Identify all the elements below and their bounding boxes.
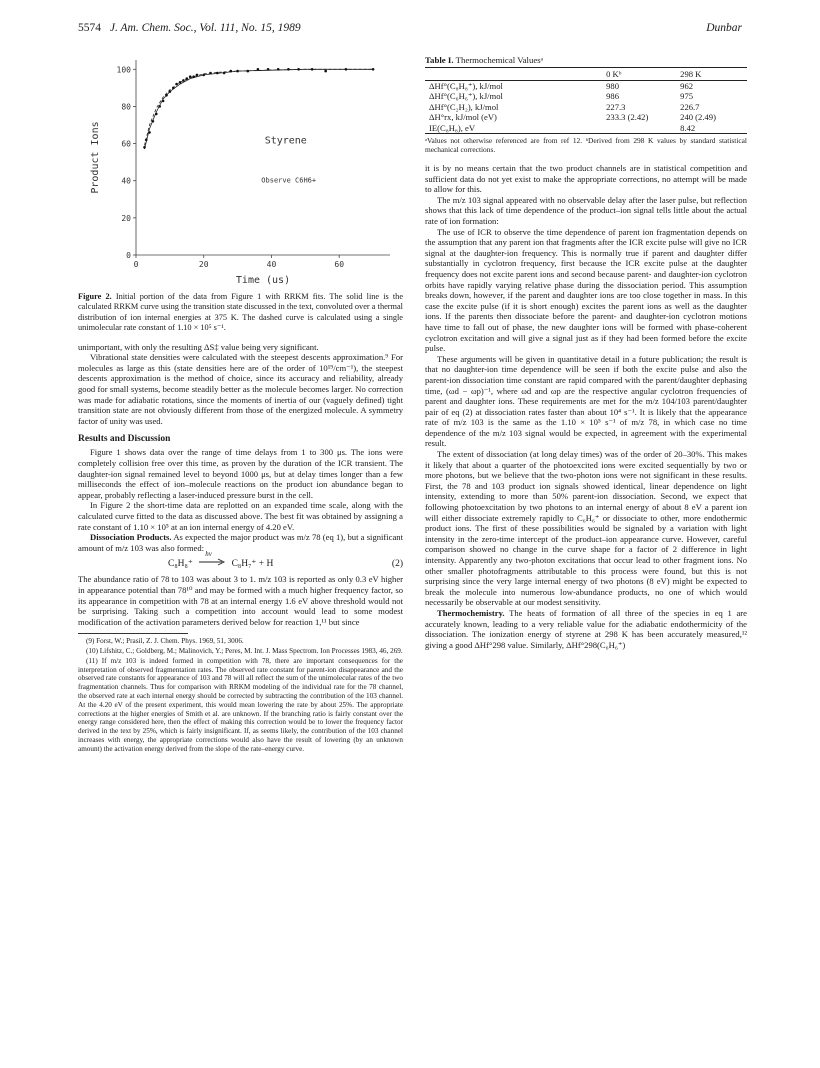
data-point: [324, 70, 327, 73]
table-header-cell: 298 K: [676, 68, 747, 81]
table-cell: 980: [606, 81, 619, 91]
figure-caption: [78, 292, 403, 334]
table-row: [425, 123, 747, 134]
table-cell: 226.7: [680, 101, 700, 112]
reaction-arrow: [198, 550, 226, 569]
data-point: [165, 94, 168, 97]
x-tick-label: 20: [198, 260, 209, 269]
data-point: [162, 100, 165, 103]
thermochemistry-text: The heats of formation of all three of the species in eq 1 are accurately known, leading to a very reliable value for the adiabatic endothermicity of the dissociation. The ionization energy of styrene at 298 K has been accurately measured,¹² giving a good ΔHf°298 value. Similarly, ΔHf°298(C₆H₆⁺): [425, 607, 747, 650]
left-column: [78, 50, 403, 755]
footnote: (9) Forst, W.; Prasil, Z. J. Chem. Phys. 1969, 51, 3006.: [86, 637, 244, 646]
data-point: [152, 120, 155, 123]
data-point: [216, 72, 219, 75]
journal-citation: J. Am. Chem. Soc., Vol. 111, No. 15, 1989: [109, 22, 301, 34]
data-point: [186, 77, 189, 80]
equation-reactant: C₈H₈⁺: [168, 559, 193, 570]
data-point: [287, 68, 290, 71]
y-tick-label: 40: [121, 176, 131, 186]
data-point: [169, 90, 172, 93]
figure-2-chart: [78, 50, 403, 290]
table-cell: ΔHf°(C₂H₂), kJ/mol: [429, 101, 499, 112]
para-unimportant: unimportant, with only the resulting ΔS‡ value being very significant.: [78, 341, 319, 352]
table-cell: 8.42: [676, 123, 747, 134]
data-point: [175, 83, 178, 86]
thermochemistry-heading: Thermochemistry.: [437, 607, 505, 618]
dissociation-heading: Dissociation Products.: [90, 532, 172, 543]
data-point: [158, 105, 161, 108]
data-point: [277, 68, 280, 71]
table-title-text: Thermochemical Valuesᵃ: [455, 55, 544, 65]
para-arguments: These arguments will be given in quantitative detail in a future publication; the result is that no daughter-ion time dependence will be seen if both the excite pulse and also the parent-ion dissociation time constant are rapid compared with the parent/daughter dephasing time, (ωd − ωp)⁻¹, where ωd and ωp are the respective angular cyclotron frequencies of parent and daughter ions. These requirements are met for the m/z 104/103 parent/daughter pair of eq (2) at dissociation rates faster than about 10⁴ s⁻¹. It is likely that the appearance rate of m/z 103 is the same as the 1.10 × 10⁵ s⁻¹ of m/z 78, in which case no time dependence of the m/z 103 signal would be expected, in agreement with the experimental result.: [425, 353, 747, 449]
para-dissociation: [78, 532, 403, 553]
equation-hnu: hν: [205, 550, 212, 559]
para-vibrational: Vibrational state densities were calculated with the steepest descents approximation.⁹ For molecules as large as this (state densities here are of the order of 10¹⁹/cm⁻¹), the steepest descents approximation is the method of choice, since its accuracy and reliability, already good for small systems, become steadily better as the molecule becomes larger. No correction was made for adiabatic rotations, since the moments of inertia of our (vaguely defined) tight transition state are not obviously different from those of the energized molecule. A symmetry factor of unity was used.: [78, 352, 403, 426]
table-cell: ΔH°rx, kJ/mol (eV): [429, 112, 497, 123]
equation-2: [78, 550, 403, 570]
para-figure-1: Figure 1 shows data over the range of time delays from 1 to 300 μs. The ions were completely collision free over this time, as proven by the duration of the ICR transient. The daughter-ion signal remained level to beyond 1000 μs, but at delay times longer than a few milliseconds the effect of ion–molecule reactions on the product ion abundance began to appear, probably reflecting a laser-induced pressure burst in the cell.: [78, 447, 403, 500]
data-point: [297, 68, 300, 71]
data-point: [223, 72, 226, 75]
data-point: [202, 74, 205, 77]
data-point: [172, 87, 175, 90]
figure-caption-text: Initial portion of the data from Figure 1 with RRKM fits. The solid line is the calculated RRKM curve using the transition state discussed in the text, convoluted over a thermal distribution of ion internal energies at 375 K. The dashed curve is calculated using a single unimolecular rate constant of 1.10 × 10⁵ s⁻¹.: [78, 292, 404, 333]
table-cell: 975: [680, 91, 694, 102]
table-cell: IE(C₈H₈), eV: [425, 123, 602, 134]
figure-2: [78, 50, 403, 290]
equation-body: [168, 550, 274, 570]
y-tick-label: 100: [116, 65, 131, 75]
table-title: [425, 55, 747, 65]
para-continued: it is by no means certain that the two product channels are in statistical competition and sufficient data do not yet exist to make the appropriate corrections, no attempt will be made to allow for this.: [425, 163, 747, 195]
data-point: [209, 72, 212, 75]
running-head-author: Dunbar: [706, 22, 742, 34]
equation-products: C₈H₇⁺ + H: [231, 559, 274, 570]
data-point: [179, 81, 182, 84]
data-point: [148, 131, 151, 134]
para-icr: The use of ICR to observe the time dependence of parent ion fragmentation depends on the assumption that any parent ion that fragments after the ICR excite pulse will give no ICR signal at the daughter-ion frequency. This is normally true if parent and daughter differ substantially in cyclotron frequency, first because the ICR excite pulse at the daughter frequency does not excite parent ions and second because parent- and daughter-ion cyclotron orbits have rapidly varying relative phase during the dissociation period. This assumption breaks down, however, if the parent and daughter ions are too close together in mass. In this case the excite pulse (if it is short enough) excites the parent ions as well as the daughter ions. If the parents then dissociate before the parent- and daughter-ion cyclotron motions have time to fall out of phase, the new daughter ions will be formed with phase-coherent cyclotron excitation and will give a signal just as if they had been formed before the excite pulse.: [425, 226, 747, 354]
para-figure-2: In Figure 2 the short-time data are replotted on an expanded time scale, along with the calculated curve fitted to the data as discussed above. The best fit was obtained by assigning a rate constant of 1.10 × 10⁵ at an ion internal energy of 4.20 eV.: [78, 500, 403, 532]
arrow-icon: [198, 558, 226, 566]
table-cell: 233.3 (2.42): [606, 112, 649, 123]
table-row: [425, 81, 747, 92]
data-point: [155, 113, 158, 116]
footnote: (11) If m/z 103 is indeed formed in competition with 78, there are important consequences for the interpretation of observed fragmentation rates. The observed rate constant for parent-ion disappearance and the observed rate constants for appearance of 103 and 78 will all reflect the sum of the unimolecular rates of the two fragmentation channels. Thus for comparison with RRKM modeling of the individual rate for the 78 channel, the observed rate at each internal energy should be corrected by subtracting the contribution of the 103 channel. At the 4.20 eV of the present experiment, this would mean lowering the rate by about 25%. The appropriate corrections at the higher energies of Smith et al. are unknown. If the branching ratio is fairly constant over the energy range considered here, then the effect of making this correction would be to lower the frequency factor derived in the text by 25%, which is fairly insignificant. If, as seems likely, the contribution of the 103 channel increases with energy, the appropriate corrections would also have the result of lowering (by an unknown amount) the activation energy derived from the slope of the rate–energy curve.: [78, 656, 403, 753]
dissociation-text: As expected the major product was m/z 78 (eq 1), but a significant amount of m/z 103 was also formed:: [78, 532, 403, 553]
data-point: [145, 139, 148, 142]
data-point: [189, 75, 192, 78]
table-cell: 227.3: [606, 101, 626, 112]
data-point: [182, 79, 185, 82]
page-number: 5574: [78, 22, 101, 34]
table-label: Table I.: [425, 55, 454, 65]
annotation-observe: Observe C6H6+: [261, 176, 317, 185]
data-point: [345, 68, 348, 71]
y-tick-label: 80: [121, 102, 131, 112]
y-axis-label: Product Ions: [90, 121, 101, 194]
equation-number: (2): [391, 558, 403, 569]
data-point: [192, 75, 195, 78]
table-cell: 240 (2.49): [680, 112, 716, 123]
para-extent: The extent of dissociation (at long delay times) was of the order of 20–30%. This makes it likely that about a quarter of the photoexcited ions were excited sequentially by two or more photons, but we believe that the two-photon ions were not significant in these results. First, the 78 and 103 product ion signals showed identical, linear dependence on light intensity, extending to more than 50% parent-ion dissociation. Second, we expect that following photoexcitation by two photons to an internal energy of about 8 eV a parent ion will either dissociate extremely rapidly to C₆H₆⁺ or dissociate to other, more endothermic product ions. The first of these possibilities would be signaled by a variation with light intensity in the zero-time intercept of the product–ion appearance curve. However, careful comparison showed no change in the curve shape for a factor of 2 difference in light intensity. Apparently any two-photon excitations that occur lead to other fragment ions. No other smaller photofragments attributable to this process were found, but this is not surprising since the very large internal energy of two photons (8 eV) might be expected to break the molecule into numerous low-abundance products, no one of which would necessarily be observable at our modest sensitivity.: [425, 449, 747, 608]
table-cell: 962: [680, 81, 694, 91]
thermochemical-table: [425, 67, 747, 134]
para-abundance: The abundance ratio of 78 to 103 was about 3 to 1. m/z 103 is reported as only 0.3 eV higher in appearance potential than 78¹⁰ and may be formed with a much higher frequency factor, so its appearance in competition with 78 at an internal energy 1.6 eV above threshold would not be surprising. Taking such a competition into account would lead to some modest modification of the activation parameters derived below for reaction 1,¹¹ but since: [78, 574, 403, 627]
data-point: [230, 70, 233, 73]
table-cell: ΔHf°(C₈H₈⁺), kJ/mol: [429, 81, 503, 91]
data-point: [372, 68, 375, 71]
table-row: [425, 112, 747, 122]
figure-caption-label: Figure 2.: [78, 292, 112, 301]
footnote-list: [78, 637, 403, 753]
footnote: (10) Lifshitz, C.; Goldberg, M.; Malinovich, Y.; Peres, M. Int. J. Mass Spectrom. Ion Processes 1983, 46, 269.: [86, 647, 403, 656]
annotation-styrene: Styrene: [264, 135, 307, 147]
x-tick-label: 0: [133, 260, 139, 269]
fit-curve-dashed: [145, 69, 374, 145]
right-column: [425, 55, 747, 650]
table-row: [425, 91, 747, 101]
x-tick-label: 60: [334, 260, 345, 269]
y-tick-label: 0: [126, 251, 131, 260]
table-cell: 986: [606, 91, 619, 102]
para-thermochemistry: [425, 608, 747, 650]
y-tick-label: 20: [121, 213, 131, 223]
data-point: [236, 70, 239, 73]
data-point: [247, 70, 250, 73]
x-tick-label: 40: [266, 260, 277, 269]
data-point: [267, 68, 270, 71]
data-point: [257, 68, 260, 71]
table-header-cell: [425, 68, 602, 81]
para-mz103: The m/z 103 signal appeared with no observable delay after the laser pulse, but reflection shows that this lack of time dependence of the product–ion signal tells little about the actual rate of ion formation:: [425, 194, 747, 226]
data-point: [196, 74, 199, 77]
data-point: [143, 146, 146, 149]
y-tick-label: 60: [121, 139, 131, 149]
fit-curve-solid: [145, 69, 374, 149]
table-row: [425, 102, 747, 112]
table-header-cell: 0 Kᵇ: [602, 68, 676, 81]
data-point: [311, 68, 314, 71]
section-heading: Results and Discussion: [78, 434, 171, 445]
table-cell: ΔHf°(C₆H₆⁺), kJ/mol: [429, 91, 503, 102]
x-axis-label: Time (us): [235, 275, 291, 286]
running-head: [78, 22, 301, 34]
table-cell: [602, 123, 676, 134]
table-header-row: [425, 68, 747, 81]
table-notes: ᵃValues not otherwise referenced are from ref 12. ᵇDerived from 298 K values by standard statistical mechanical corrections.: [425, 136, 747, 155]
